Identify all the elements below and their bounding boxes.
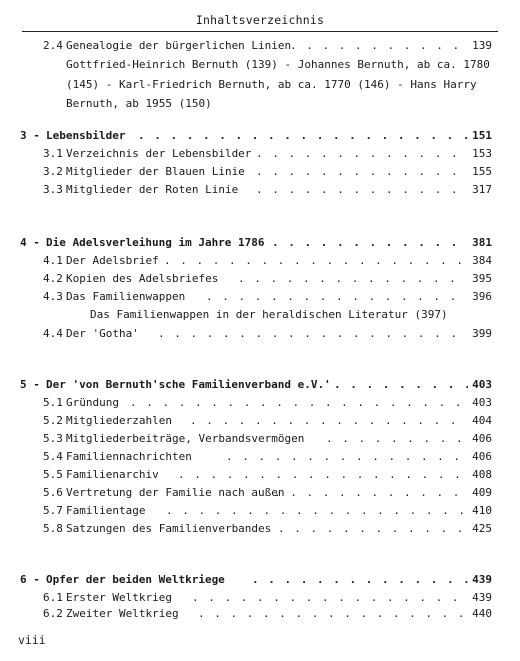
chapter-title: Die Adelsverleihung im Jahre 1786: [46, 236, 265, 249]
leader-dots: [238, 271, 468, 287]
entry-number: 6.2: [43, 607, 63, 620]
chapter-page: 439: [472, 573, 492, 586]
toc-entry: [0, 467, 520, 483]
entry-page: 153: [472, 147, 492, 160]
entry-title: Familientage: [66, 504, 146, 517]
toc-entry: [0, 503, 520, 519]
entry-page: 410: [472, 504, 492, 517]
leader-dots: [272, 235, 468, 251]
leader-dots: [178, 467, 468, 483]
chapter-number: 6 -: [20, 573, 40, 586]
entry-title: Mitglieder der Blauen Linie: [66, 165, 245, 178]
entry-title: Mitglieder der Roten Linie: [66, 183, 239, 196]
entry-page: 139: [472, 39, 492, 52]
entry-page: 425: [472, 522, 492, 535]
toc-entry: [0, 146, 520, 162]
entry-page: 440: [472, 607, 492, 620]
leader-dots: [326, 431, 468, 447]
leader-dots: [226, 449, 468, 465]
toc-entry: [0, 395, 520, 411]
chapter-title: Lebensbilder: [46, 129, 126, 142]
leader-dots: [334, 377, 468, 393]
toc-entry: [0, 413, 520, 429]
leader-dots: [130, 395, 468, 411]
toc-chapter: [0, 235, 520, 251]
entry-page: 317: [472, 183, 492, 196]
entry-number: 6.1: [43, 591, 63, 604]
entry-title: Satzungen des Familienverbandes: [66, 522, 272, 535]
entry-page: 396: [472, 290, 492, 303]
leader-dots: [252, 572, 468, 588]
entry-subline: Gottfried-Heinrich Bernuth (139) - Johannes Bernuth, ab ca. 1780: [66, 58, 490, 71]
entry-title: Zweiter Weltkrieg: [66, 607, 179, 620]
entry-title: Gründung: [66, 396, 119, 409]
entry-title: Mitgliederzahlen: [66, 414, 172, 427]
entry-title: Mitgliederbeiträge, Verbandsvermögen: [66, 432, 305, 445]
toc-entry: [0, 485, 520, 501]
leader-dots: [192, 590, 468, 606]
toc-entry: [0, 38, 520, 54]
toc-entry: [0, 164, 520, 180]
leader-dots: [274, 485, 468, 501]
chapter-number: 4 -: [20, 236, 40, 249]
toc-entry: [0, 271, 520, 287]
running-header: Inhaltsverzeichnis: [195, 13, 325, 27]
toc-chapter: [0, 128, 520, 144]
entry-page: 406: [472, 432, 492, 445]
toc-entry: [0, 289, 520, 305]
entry-number: 5.5: [43, 468, 63, 481]
toc-entry: [0, 521, 520, 537]
chapter-page: 403: [472, 378, 492, 391]
entry-page: 155: [472, 165, 492, 178]
leader-dots: [164, 253, 468, 269]
leader-dots: [256, 146, 468, 162]
entry-title: Erster Weltkrieg: [66, 591, 172, 604]
entry-number: 5.4: [43, 450, 63, 463]
header-rule: [22, 31, 498, 32]
chapter-title: Der 'von Bernuth'sche Familienverband e.V.': [46, 378, 331, 391]
toc-entry: [0, 253, 520, 269]
toc-entry: [0, 431, 520, 447]
toc-entry: [0, 606, 520, 622]
entry-number: 5.8: [43, 522, 63, 535]
entry-number: 5.6: [43, 486, 63, 499]
entry-number: 4.3: [43, 290, 63, 303]
chapter-page: 381: [472, 236, 492, 249]
entry-number: 5.3: [43, 432, 63, 445]
leader-dots: [256, 164, 468, 180]
entry-title: Vertretung der Familie nach außen: [66, 486, 285, 499]
toc-entry: [0, 590, 520, 606]
entry-page: 406: [472, 450, 492, 463]
chapter-page: 151: [472, 129, 492, 142]
entry-number: 4.4: [43, 327, 63, 340]
leader-dots: [166, 503, 468, 519]
entry-page: 439: [472, 591, 492, 604]
entry-number: 4.1: [43, 254, 63, 267]
entry-subline: (145) - Karl-Friedrich Bernuth, ab ca. 1770 (146) - Hans Harry: [66, 78, 477, 91]
leader-dots: [290, 38, 468, 54]
entry-number: 3.3: [43, 183, 63, 196]
leader-dots: [206, 289, 468, 305]
entry-number: 4.2: [43, 272, 63, 285]
entry-title: Kopien des Adelsbriefes: [66, 272, 219, 285]
entry-number: 3.1: [43, 147, 63, 160]
entry-number: 5.2: [43, 414, 63, 427]
entry-number: 5.7: [43, 504, 63, 517]
entry-page: 384: [472, 254, 492, 267]
entry-title: Genealogie der bürgerlichen Linien: [66, 39, 292, 52]
leader-dots: [198, 606, 468, 622]
leader-dots: [278, 521, 468, 537]
entry-title: Der Adelsbrief: [66, 254, 159, 267]
entry-title: Familienarchiv: [66, 468, 159, 481]
entry-page: 403: [472, 396, 492, 409]
chapter-number: 5 -: [20, 378, 40, 391]
entry-title: Das Familienwappen: [66, 290, 186, 303]
chapter-title: Opfer der beiden Weltkriege: [46, 573, 225, 586]
entry-number: 2.4: [43, 39, 63, 52]
leader-dots: [256, 182, 468, 198]
toc-entry: [0, 326, 520, 342]
leader-dots: [190, 413, 468, 429]
toc-chapter: [0, 377, 520, 393]
entry-title: Der 'Gotha': [66, 327, 139, 340]
toc-chapter: [0, 572, 520, 588]
entry-number: 3.2: [43, 165, 63, 178]
toc-entry: [0, 449, 520, 465]
entry-number: 5.1: [43, 396, 63, 409]
entry-title: Familiennachrichten: [66, 450, 192, 463]
chapter-number: 3 -: [20, 129, 40, 142]
leader-dots: [138, 128, 468, 144]
entry-page: 399: [472, 327, 492, 340]
page-number: viii: [18, 633, 46, 647]
entry-page: 409: [472, 486, 492, 499]
entry-title: Verzeichnis der Lebensbilder: [66, 147, 252, 160]
entry-page: 395: [472, 272, 492, 285]
entry-page: 408: [472, 468, 492, 481]
toc-entry: [0, 182, 520, 198]
entry-page: 404: [472, 414, 492, 427]
entry-subline: Das Familienwappen in der heraldischen Literatur (397): [90, 308, 448, 321]
entry-subline: Bernuth, ab 1955 (150): [66, 97, 212, 110]
leader-dots: [158, 326, 468, 342]
